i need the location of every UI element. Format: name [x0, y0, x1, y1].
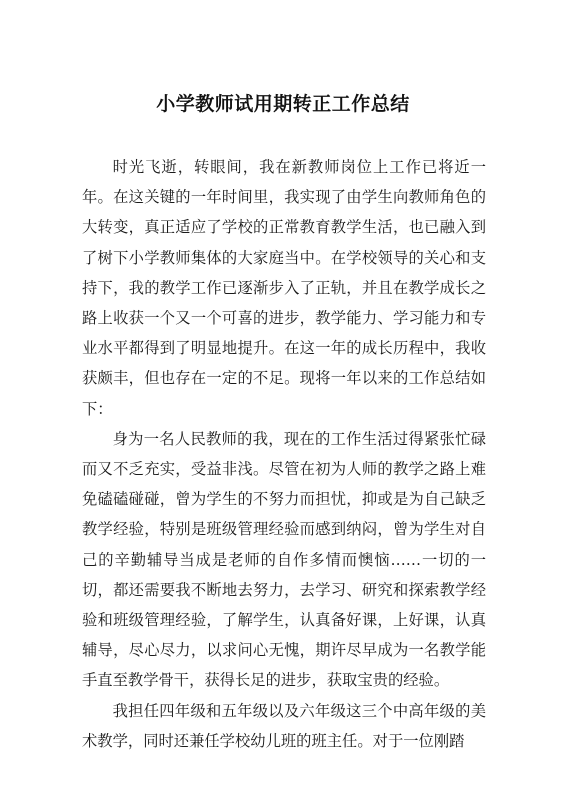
document-body [82, 152, 486, 756]
paragraph-intro: 时光飞逝，转眼间，我在新教师岗位上工作已将近一年。在这关键的一年时间里，我实现了由学生向教师角色的大转变，真正适应了学校的正常教育教学生活，也已融入到了树下小学教师集体的大家庭当中。在学校领导的关心和支持下，我的教学工作已逐渐步入了正轨，并且在教学成长之路上收获一个又一个可喜的进步，教学能力、学习能力和专业水平都得到了明显地提升。在这一年的成长历程中，我收获颇丰，但也存在一定的不足。现将一年以来的工作总结如下： [82, 158, 486, 418]
document-title: 小学教师试用期转正工作总结 [156, 93, 410, 115]
paragraph-reflection: 身为一名人民教师的我，现在的工作生活过得紧张忙碌而又不乏充实，受益非浅。尽管在初为人师的教学之路上难免磕磕碰碰，曾为学生的不努力而担忧，抑或是为自己缺乏教学经验，特别是班级管理经验而感到纳闷，曾为学生对自己的辛勤辅导当成是老师的自作多情而懊恼……一切的一切，都还需要我不断地去努力，去学习、研究和探索教学经验和班级管理经验，了解学生，认真备好课，上好课，认真辅导，尽心尽力，以求问心无愧，期许尽早成为一名教学能手直至教学骨干，获得长足的进步，获取宝贵的经验。 [82, 429, 486, 690]
paragraph-duties: 我担任四年级和五年级以及六年级这三个中高年级的美术教学，同时还兼任学校幼儿班的班主任。对于一位刚踏 [82, 701, 486, 750]
